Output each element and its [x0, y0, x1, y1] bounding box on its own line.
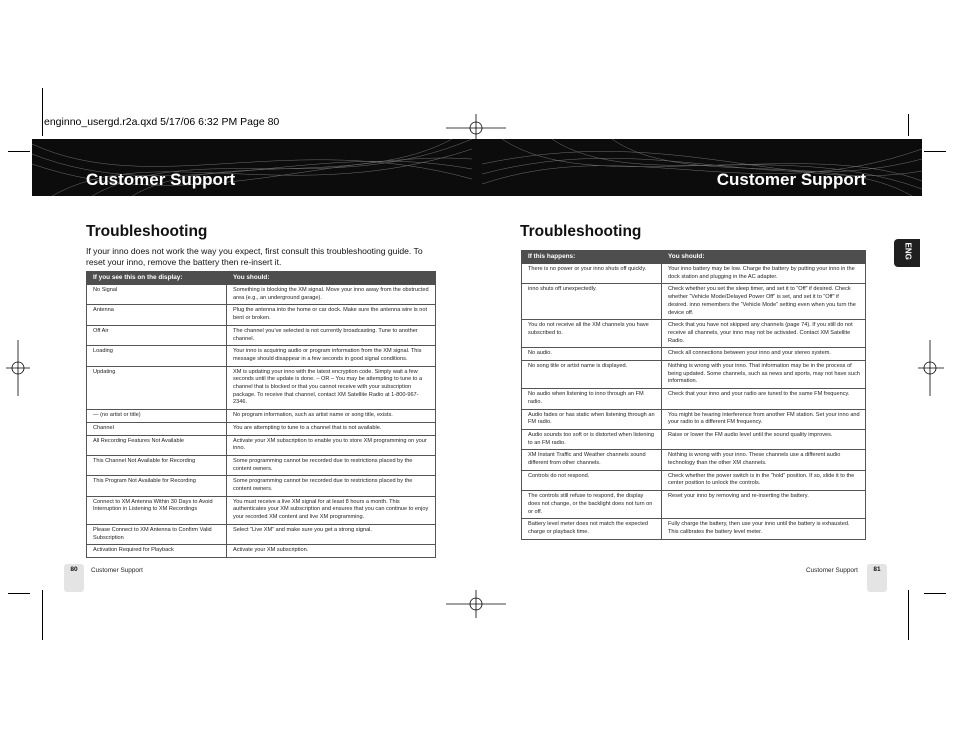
- table-cell-solution: XM is updating your inno with the latest encryption code. Simply wait a few seconds until the update is done. – OR – You may be attempting to tune to a channel that is blocked or that you cannot receive with your subscription package. To receive that channel, contact XM Satellite Radio at 1-800-967-2346.: [227, 366, 436, 410]
- page-number-badge-right: 81: [867, 564, 887, 592]
- table-cell-condition: Off Air: [87, 325, 227, 345]
- table-row: [87, 496, 436, 524]
- table-cell-solution: No program information, such as artist name or song title, exists.: [227, 410, 436, 423]
- table-cell-condition: There is no power or your inno shuts off quickly.: [522, 264, 662, 284]
- left-section-title: Troubleshooting: [86, 223, 208, 240]
- table-cell-solution: Your inno battery may be low. Charge the battery by putting your inno in the dock station and plugging in the AC adapter.: [662, 264, 866, 284]
- table-cell-condition: inno shuts off unexpectedly.: [522, 284, 662, 320]
- table-cell-solution: You must receive a live XM signal for at least 8 hours a month. This authenticates your XM subscription and ensures that you can continue to enjoy your recorded XM content and live XM programming.: [227, 496, 436, 524]
- table-cell-condition: XM Instant Traffic and Weather channels sound different from other channels.: [522, 450, 662, 470]
- table-cell-solution: Check that your inno and your radio are tuned to the same FM frequency.: [662, 389, 866, 409]
- banner-title-right: Customer Support: [716, 170, 866, 189]
- banner-title-left: Customer Support: [86, 170, 236, 189]
- table-cell-solution: Nothing is wrong with your inno. These channels use a different audio technology than the other XM channels.: [662, 450, 866, 470]
- table-cell-solution: Some programming cannot be recorded due to restrictions placed by the content owners.: [227, 455, 436, 475]
- table-cell-solution: Raise or lower the FM audio level until the sound quality improves.: [662, 429, 866, 449]
- table-row: [522, 348, 866, 361]
- table-row: [87, 524, 436, 544]
- table-cell-solution: The channel you’ve selected is not currently broadcasting. Tune to another channel.: [227, 325, 436, 345]
- table-cell-condition: Please Connect to XM Antenna to Confirm Valid Subscription: [87, 524, 227, 544]
- table-row: [87, 476, 436, 496]
- table-row: [87, 545, 436, 558]
- table-cell-condition: Antenna: [87, 305, 227, 325]
- table-row: [522, 519, 866, 539]
- table-cell-solution: You are attempting to tune to a channel that is not available.: [227, 422, 436, 435]
- table-cell-condition: Connect to XM Antenna Within 30 Days to Avoid Interruption in Listening to XM Recordings: [87, 496, 227, 524]
- table-cell-condition: Loading: [87, 346, 227, 366]
- table-cell-condition: This Channel Not Available for Recording: [87, 455, 227, 475]
- table-cell-solution: Check that you have not skipped any channels (page 74). If you still do not receive all channels, your inno may not be activated. Contact XM Satellite Radio.: [662, 320, 866, 348]
- table-row: [522, 450, 866, 470]
- table-row: [522, 320, 866, 348]
- table-row: [522, 409, 866, 429]
- table-cell-solution: Some programming cannot be recorded due to restrictions placed by the content owners.: [227, 476, 436, 496]
- right-troubleshooting-table: [521, 250, 866, 540]
- table-cell-condition: Controls do not respond.: [522, 470, 662, 490]
- table-row: [87, 325, 436, 345]
- table-cell-condition: Channel: [87, 422, 227, 435]
- table-cell-solution: Reset your inno by removing and re-inserting the battery.: [662, 491, 866, 519]
- table-cell-solution: Nothing is wrong with your inno. That information may be in the process of being updated. Some channels, such as news and sports, may not have such information.: [662, 361, 866, 389]
- table-header-action: You should:: [662, 251, 866, 264]
- table-row: [522, 389, 866, 409]
- left-troubleshooting-table: [86, 271, 436, 558]
- table-cell-condition: All Recording Features Not Available: [87, 435, 227, 455]
- table-cell-solution: Select “Live XM” and make sure you get a strong signal.: [227, 524, 436, 544]
- table-row: [522, 470, 866, 490]
- table-row: [522, 284, 866, 320]
- table-header-display: If you see this on the display:: [87, 272, 227, 285]
- table-row: [87, 455, 436, 475]
- table-cell-condition: Updating: [87, 366, 227, 410]
- table-cell-condition: Audio fades or has static when listening through an FM radio.: [522, 409, 662, 429]
- right-section-title: Troubleshooting: [520, 223, 642, 240]
- table-header-action: You should:: [227, 272, 436, 285]
- left-intro-text: If your inno does not work the way you expect, first consult this troubleshooting guide. To reset your inno, remove the battery then re-insert it.: [86, 246, 423, 267]
- table-cell-solution: Check all connections between your inno and your stereo system.: [662, 348, 866, 361]
- language-tab: [894, 239, 920, 267]
- table-cell-condition: Audio sounds too soft or is distorted when listening to an FM radio.: [522, 429, 662, 449]
- table-row: [87, 346, 436, 366]
- table-cell-condition: Battery level meter does not match the expected charge or playback time.: [522, 519, 662, 539]
- table-cell-solution: Activate your XM subscription to enable you to store XM programming on your inno.: [227, 435, 436, 455]
- footer-label-left: Customer Support: [91, 567, 143, 574]
- page-number-badge-left: 80: [64, 564, 84, 592]
- table-cell-solution: Plug the antenna into the home or car dock. Make sure the antenna wire is not bent or broken.: [227, 305, 436, 325]
- table-cell-solution: Check whether the power switch is in the “hold” position. If so, slide it to the center position to unlock the controls.: [662, 470, 866, 490]
- table-cell-condition: No audio when listening to inno through an FM radio.: [522, 389, 662, 409]
- table-row: [87, 285, 436, 305]
- table-row: [87, 422, 436, 435]
- table-cell-solution: Something is blocking the XM signal. Move your inno away from the obstructed area (e.g., an underground garage).: [227, 285, 436, 305]
- table-cell-condition: No Signal: [87, 285, 227, 305]
- header-banner: [32, 139, 922, 196]
- table-cell-condition: Activation Required for Playback: [87, 545, 227, 558]
- table-cell-solution: You might be hearing interference from another FM station. Set your inno and your radio to a different FM frequency.: [662, 409, 866, 429]
- language-tab-label: ENG: [903, 242, 913, 260]
- table-row: [522, 361, 866, 389]
- table-cell-solution: Check whether you set the sleep timer, and set it to “Off” if desired. Check whether “Vehicle Mode/Delayed Power Off” is set, and set it to “Off” if desired. inno remembers the “Vehicle Mode” setting even when you turn the device off.: [662, 284, 866, 320]
- table-cell-condition: No audio.: [522, 348, 662, 361]
- table-cell-solution: Your inno is acquiring audio or program information from the XM signal. This message should disappear in a few seconds in good signal conditions.: [227, 346, 436, 366]
- table-row: [522, 264, 866, 284]
- table-cell-condition: The controls still refuse to respond, the display does not change, or the backlight does not turn on or off.: [522, 491, 662, 519]
- table-cell-condition: You do not receive all the XM channels you have subscribed to.: [522, 320, 662, 348]
- table-row: [87, 305, 436, 325]
- table-row: [87, 435, 436, 455]
- table-cell-solution: Activate your XM subscription.: [227, 545, 436, 558]
- table-row: [87, 366, 436, 410]
- table-cell-condition: No song title or artist name is displayed.: [522, 361, 662, 389]
- table-header-symptom: If this happens:: [522, 251, 662, 264]
- footer-label-right: Customer Support: [806, 567, 858, 574]
- slug-line: enginno_usergd.r2a.qxd 5/17/06 6:32 PM Page 80: [44, 116, 280, 128]
- table-row: [522, 429, 866, 449]
- table-cell-condition: This Program Not Available for Recording: [87, 476, 227, 496]
- table-row: [522, 491, 866, 519]
- table-cell-solution: Fully charge the battery, then use your inno until the battery is exhausted. This calibrates the battery level meter.: [662, 519, 866, 539]
- table-cell-condition: — (no artist or title): [87, 410, 227, 423]
- table-row: [87, 410, 436, 423]
